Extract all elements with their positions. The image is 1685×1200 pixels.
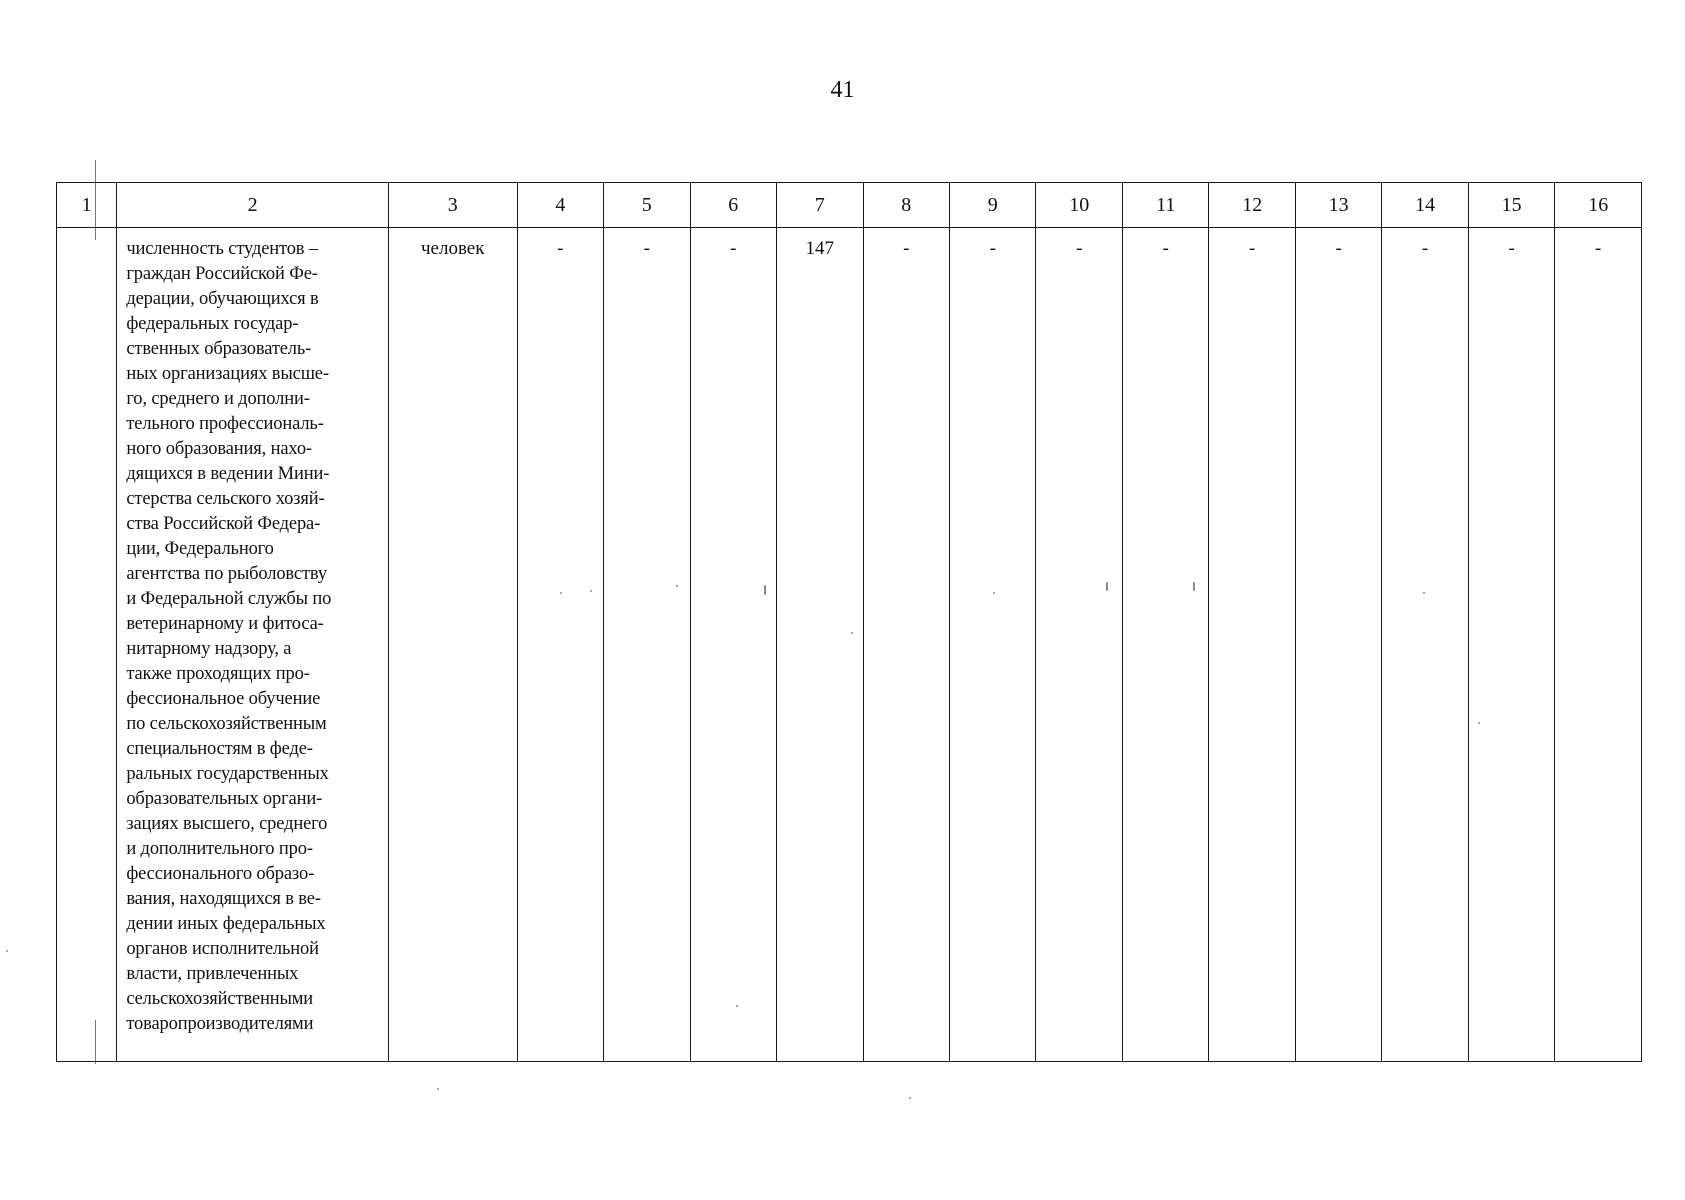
- value-cell-col-5: -: [604, 228, 690, 1062]
- description-line: органов исполнительной: [126, 939, 319, 959]
- description-line: ственных образователь-: [126, 339, 312, 359]
- description-line: фессиональное обучение: [126, 689, 321, 709]
- description-line: агентства по рыболовству: [126, 564, 327, 584]
- value-cell-col-11: -: [1122, 228, 1208, 1062]
- description-line: ного образования, нахо-: [126, 439, 312, 459]
- description-line: также проходящих про-: [126, 664, 310, 684]
- column-header-2: 2: [117, 183, 389, 228]
- description-line: по сельскохозяйственным: [126, 714, 327, 734]
- value-cell-col-8: -: [863, 228, 949, 1062]
- value-cell-col-9: -: [950, 228, 1036, 1062]
- column-header-4: 4: [517, 183, 603, 228]
- column-header-16: 16: [1555, 183, 1642, 228]
- column-header-3: 3: [388, 183, 517, 228]
- description-line: стерства сельского хозяй-: [126, 489, 325, 509]
- description-line: дерации, обучающихся в: [126, 289, 319, 309]
- description-line: и Федеральной службы по: [126, 589, 332, 609]
- column-header-9: 9: [950, 183, 1036, 228]
- column-header-6: 6: [690, 183, 776, 228]
- description-line: тельного профессиональ-: [126, 414, 324, 434]
- value-cell-col-4: -: [517, 228, 603, 1062]
- description-line: численность студентов –: [126, 239, 318, 259]
- description-line: ства Российской Федера-: [126, 514, 321, 534]
- page-number: 41: [830, 77, 855, 103]
- column-header-13: 13: [1295, 183, 1381, 228]
- column-header-12: 12: [1209, 183, 1295, 228]
- row-index-cell: [57, 228, 117, 1062]
- column-header-11: 11: [1122, 183, 1208, 228]
- description-line: ветеринарному и фитоса-: [126, 614, 324, 634]
- value-cell-col-6: -: [690, 228, 776, 1062]
- description-line: фессионального образо-: [126, 864, 315, 884]
- description-line: граждан Российской Фе-: [126, 264, 318, 284]
- description-line: дящихся в ведении Мини-: [126, 464, 330, 484]
- description-line: дении иных федеральных: [126, 914, 326, 934]
- table-row: [57, 228, 1642, 1062]
- description-line: вания, находящихся в ве-: [126, 889, 321, 909]
- description-line: ных организациях высше-: [126, 364, 329, 384]
- value-cell-col-13: -: [1295, 228, 1381, 1062]
- column-header-15: 15: [1468, 183, 1554, 228]
- description-line: зациях высшего, среднего: [126, 814, 328, 834]
- description-line: сельскохозяйственными: [126, 989, 314, 1009]
- description-line: федеральных государ-: [126, 314, 299, 334]
- value-cell-col-15: -: [1468, 228, 1554, 1062]
- description-line: нитарному надзору, а: [126, 639, 292, 659]
- description-line: и дополнительного про-: [126, 839, 313, 859]
- description-line: го, среднего и дополни-: [126, 389, 310, 409]
- value-cell-col-14: -: [1382, 228, 1468, 1062]
- description-line: специальностям в феде-: [126, 739, 313, 759]
- description-line: ральных государственных: [126, 764, 329, 784]
- statistics-table: [56, 182, 1642, 1062]
- column-header-7: 7: [777, 183, 863, 228]
- column-header-1: 1: [57, 183, 117, 228]
- description-line: товаропроизводителями: [126, 1014, 314, 1034]
- column-header-10: 10: [1036, 183, 1122, 228]
- column-number-row: [57, 183, 1642, 228]
- column-header-14: 14: [1382, 183, 1468, 228]
- description-line: ции, Федерального: [126, 539, 274, 559]
- description-line: образовательных органи-: [126, 789, 323, 809]
- description-line: власти, привлеченных: [126, 964, 299, 984]
- column-header-8: 8: [863, 183, 949, 228]
- value-cell-col-10: -: [1036, 228, 1122, 1062]
- value-cell-col-7: 147: [777, 228, 863, 1062]
- value-cell-col-12: -: [1209, 228, 1295, 1062]
- unit-cell: человек: [388, 228, 517, 1062]
- indicator-description-cell: [117, 228, 389, 1062]
- column-header-5: 5: [604, 183, 690, 228]
- value-cell-col-16: -: [1555, 228, 1642, 1062]
